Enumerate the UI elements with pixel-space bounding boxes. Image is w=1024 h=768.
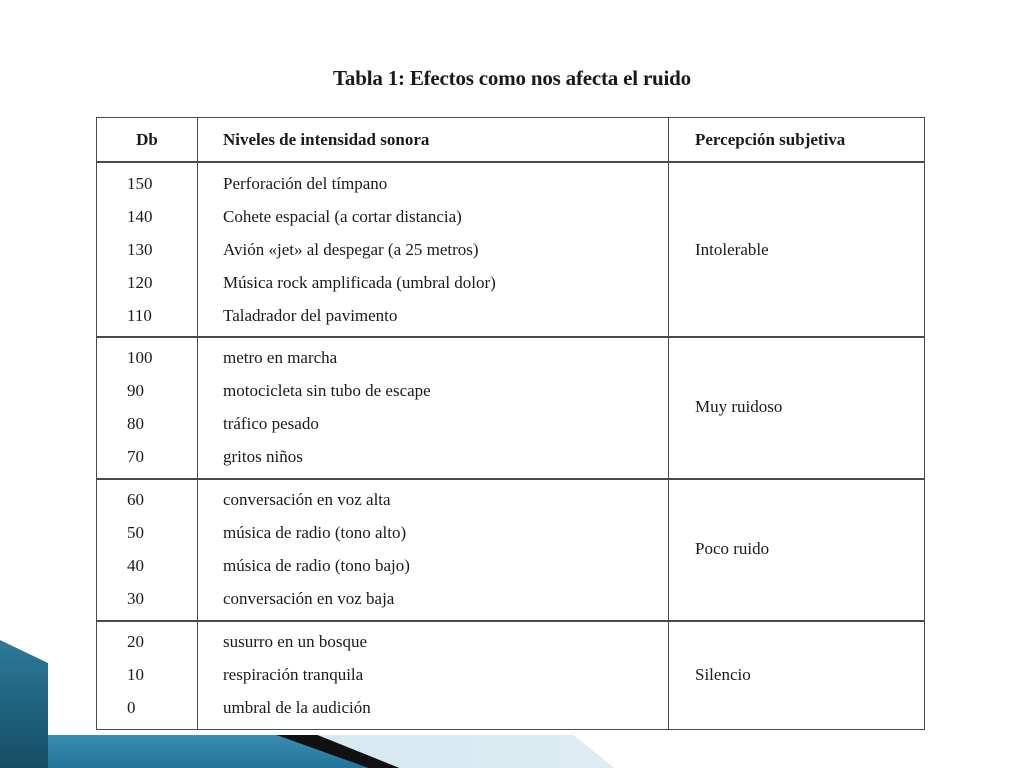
db-value: 150: [127, 174, 153, 193]
sound-source: Cohete espacial (a cortar distancia): [223, 207, 462, 226]
perception-label: Poco ruido: [695, 539, 770, 558]
sound-source: umbral de la audición: [223, 698, 371, 717]
perception-label: Silencio: [695, 664, 751, 684]
db-value: 70: [127, 447, 144, 466]
db-value: 10: [127, 665, 144, 684]
header-levels: Niveles de intensidad sonora: [223, 130, 430, 149]
table-title: Tabla 1: Efectos como nos afecta el ruido: [333, 66, 691, 90]
noise-effects-table: [96, 117, 925, 730]
sound-source: música de radio (tono alto): [223, 523, 407, 542]
sound-source: susurro en un bosque: [223, 632, 368, 651]
sound-source: Taladrador del pavimento: [223, 306, 398, 325]
db-value: 130: [127, 240, 153, 259]
db-value: 110: [127, 306, 152, 325]
sound-source: gritos niños: [223, 447, 303, 466]
table-group: [97, 163, 924, 336]
db-value: 0: [127, 698, 136, 717]
sound-source: conversación en voz alta: [223, 490, 391, 509]
sound-source: motocicleta sin tubo de escape: [223, 381, 431, 400]
db-value: 80: [127, 414, 144, 433]
sound-source: respiración tranquila: [223, 665, 364, 684]
db-value: 90: [127, 381, 144, 400]
db-value: 50: [127, 523, 144, 542]
header-perception: Percepción subjetiva: [695, 130, 846, 149]
sound-source: conversación en voz baja: [223, 589, 395, 608]
sound-source: Avión «jet» al despegar (a 25 metros): [223, 240, 479, 259]
table-group: [97, 620, 924, 729]
perception-label: Muy ruidoso: [695, 397, 783, 416]
db-value: 20: [127, 632, 144, 651]
decorative-left-stripe: [0, 640, 48, 768]
db-value: 40: [127, 556, 144, 575]
sound-source: música de radio (tono bajo): [223, 556, 410, 575]
perception-label: Intolerable: [695, 239, 769, 259]
sound-source: tráfico pesado: [223, 414, 319, 433]
sound-source: Música rock amplificada (umbral dolor): [223, 273, 496, 292]
db-value: 140: [127, 207, 153, 226]
db-value: 100: [127, 348, 153, 367]
table-group: [97, 336, 924, 478]
sound-source: Perforación del tímpano: [223, 174, 388, 193]
header-db: Db: [136, 130, 158, 149]
table-group: [97, 478, 924, 620]
db-value: 60: [127, 490, 144, 509]
sound-source: metro en marcha: [223, 348, 338, 367]
db-value: 30: [127, 589, 144, 608]
db-value: 120: [127, 273, 153, 292]
